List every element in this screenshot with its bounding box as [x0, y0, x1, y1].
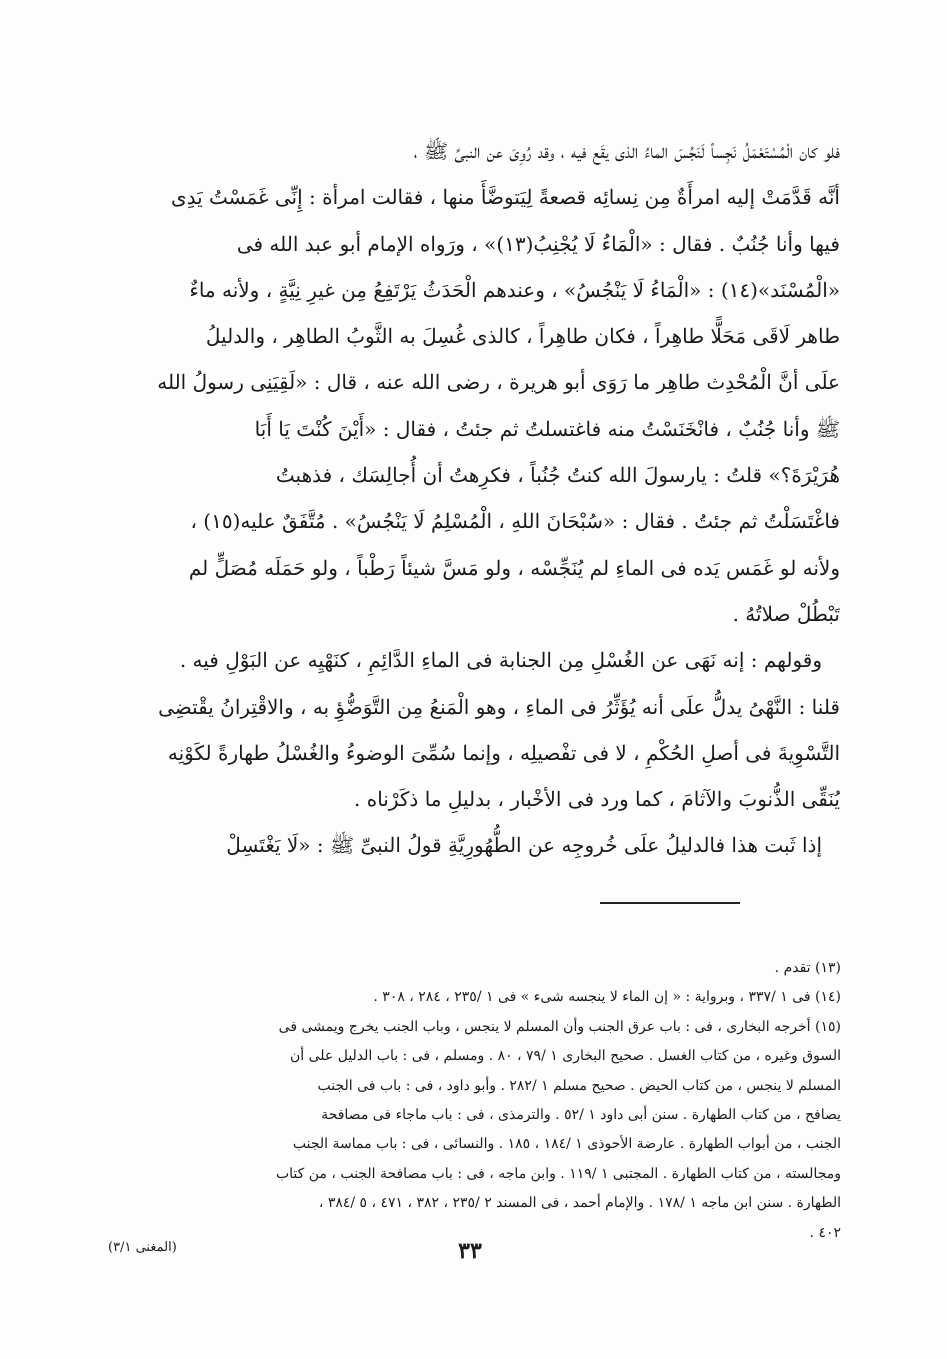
text-line: تَبْطُلْ صلاتُهُ .	[732, 601, 840, 626]
text-line: إذا ثَبت هذا فالدليلُ علَى خُروجِه عن الطُّهُورِيَّةِ قولُ النبىِّ ﷺ : «لَا يَغْتَسِلْ	[226, 833, 822, 858]
footnote-divider	[600, 902, 740, 904]
footnote-line: الطهارة . سنن ابن ماجه ١ /١٧٨ . والإمام أحمد ، فى المسند ٢ /٢٣٥ ، ٣٨٢ ، ٤٧١ ، ٥ /٣٨٤ ،	[318, 1195, 841, 1212]
footnote-line: المسلم لا ينجس ، من كتاب الحيض . صحيح مسلم ١ /٢٨٢ . وأبو داود ، فى : باب فى الجنب	[317, 1077, 841, 1094]
main-text-block	[112, 128, 840, 869]
text-line: ﷺ وأنا جُنُبٌ ، فانْخَنَسْتُ منه فاغتسلتُ ثم جئتُ ، فقال : «أَيْنَ كُنْتَ يَا أَبَا	[254, 416, 840, 441]
text-line: «الْمُسْنَد»(١٤) : «الْمَاءُ لَا يَنْجُسُ» ، وعندهم الْحَدَثُ يَرْتَفِعُ مِن غيرِ نِيَّةٍ ، ولأنه ماءٌ	[189, 277, 840, 302]
text-line: أنَّه قَدَّمَتْ إليه امرأَةٌ مِن نِسائِه قصعةً لِيَتوضَّأَ منها ، فقالت امرأة : إِنِّى غَمَسْتُ يَدِى	[170, 185, 840, 210]
text-line: علَى أنَّ الْمُحْدِث طاهِر ما رَوَى أبو هريرة ، رضى الله عنه ، قال : «لَقِيَنِى رسولُ الله	[157, 370, 840, 395]
footnote-line: ومجالسته ، من كتاب الطهارة . المجتبى ١ /١١٩ . وابن ماجه ، فى : باب مصافحة الجنب ، من كتاب	[275, 1165, 841, 1182]
text-line: فلو كان الْمُسْتَعْمَلُ نَجِساً لَنَجُسَ الماءُ الذى يقَع فيه ، وقد رُوِىَ عن النبىِّ ﷺ ،	[413, 139, 840, 163]
page-number: ٣٣	[458, 1238, 482, 1264]
footnote-line: (١٥) أخرجه البخارى ، فى : باب عرق الجنب وأن المسلم لا ينجس ، وباب الجنب يخرج ويمشى فى	[278, 1018, 841, 1035]
text-line: يُنَقِّى الذُّنوبَ والآثامَ ، كما ورد فى الأخْبار ، بدليلِ ما ذكَرْناه .	[354, 787, 840, 812]
footnote-line: السوق وغيره ، من كتاب الغسل . صحيح البخارى ١ /٧٩ ، ٨٠ . ومسلم ، فى : باب الدليل على أن	[289, 1048, 841, 1065]
footnote-line: الجنب ، من أبواب الطهارة . عارضة الأحوذى ١ /١٨٤ ، ١٨٥ . والنسائى ، فى : باب مماسة الجنب	[292, 1136, 841, 1153]
text-line: فاغْتَسَلْتُ ثم جئتُ . فقال : «سُبْحَانَ اللهِ ، الْمُسْلِمُ لَا يَنْجُسُ» . مُتَّفَقٌ عليه(١٥) ،	[190, 509, 840, 534]
footnote-line: ٤٠٢ .	[809, 1224, 841, 1241]
text-line: قلنا : النَّهْىُ يدلُّ علَى أنه يُؤَثِّرُ فى الماءِ ، وهو الْمَنعُ مِن التَّوَضُّؤِ به ، والاقْتِرانُ يقْتضِى	[158, 694, 840, 719]
footnote-line: يصافح ، من كتاب الطهارة . سنن أبى داود ١ /٥٢ . والترمذى ، فى : باب ماجاء فى مصافحة	[321, 1106, 841, 1123]
text-line: التَّسْوِيةَ فى أصلِ الحُكْمِ ، لا فى تفْصيلِه ، وإنما سُمِّىَ الوضوءُ والغُسْلُ طهارةً لكَوْنِه	[167, 740, 840, 765]
text-line: ولأنه لو غَمَس يَده فى الماءِ لم يُنَجِّسْه ، ولو مَسَّ شيئاً رَطْباً ، ولو حَمَلَه مُصَلٍّ لم	[188, 555, 840, 580]
text-line: فيها وأنا جُنُبٌ . فقال : «الْمَاءُ لَا يُجْنِبُ(١٣)» ، ورَواه الإمام أبو عبد الله فى	[236, 231, 840, 256]
running-footer: (المغنى ٣/١)	[108, 1240, 177, 1255]
footnote-line: (١٣) تقدم .	[774, 960, 841, 976]
text-line: وقولهم : إنه نَهَى عن الغُسْلِ مِن الجنابة فى الماءِ الدَّائِمِ ، كنَهْيِه عن البَوْلِ فيه .	[179, 648, 822, 673]
text-line: هُرَيْرَةَ؟» قلتُ : يارسولَ الله كنتُ جُنُباً ، فكرِهتُ أن أُجالِسَك ، فذهبتُ	[275, 463, 840, 488]
footnotes-block	[108, 954, 841, 1248]
footnote-line: (١٤) فى ١ /٣٣٧ ، وبرواية : « إن الماء لا ينجسه شىء » فى ١ /٢٣٥ ، ٢٨٤ ، ٣٠٨ .	[373, 989, 841, 1006]
text-line: طاهر لَاقَى مَحَلًّا طاهِراً ، فكان طاهِراً ، كالذى غُسِلَ به الثَّوبُ الطاهِر ، والدليلُ	[205, 324, 840, 349]
